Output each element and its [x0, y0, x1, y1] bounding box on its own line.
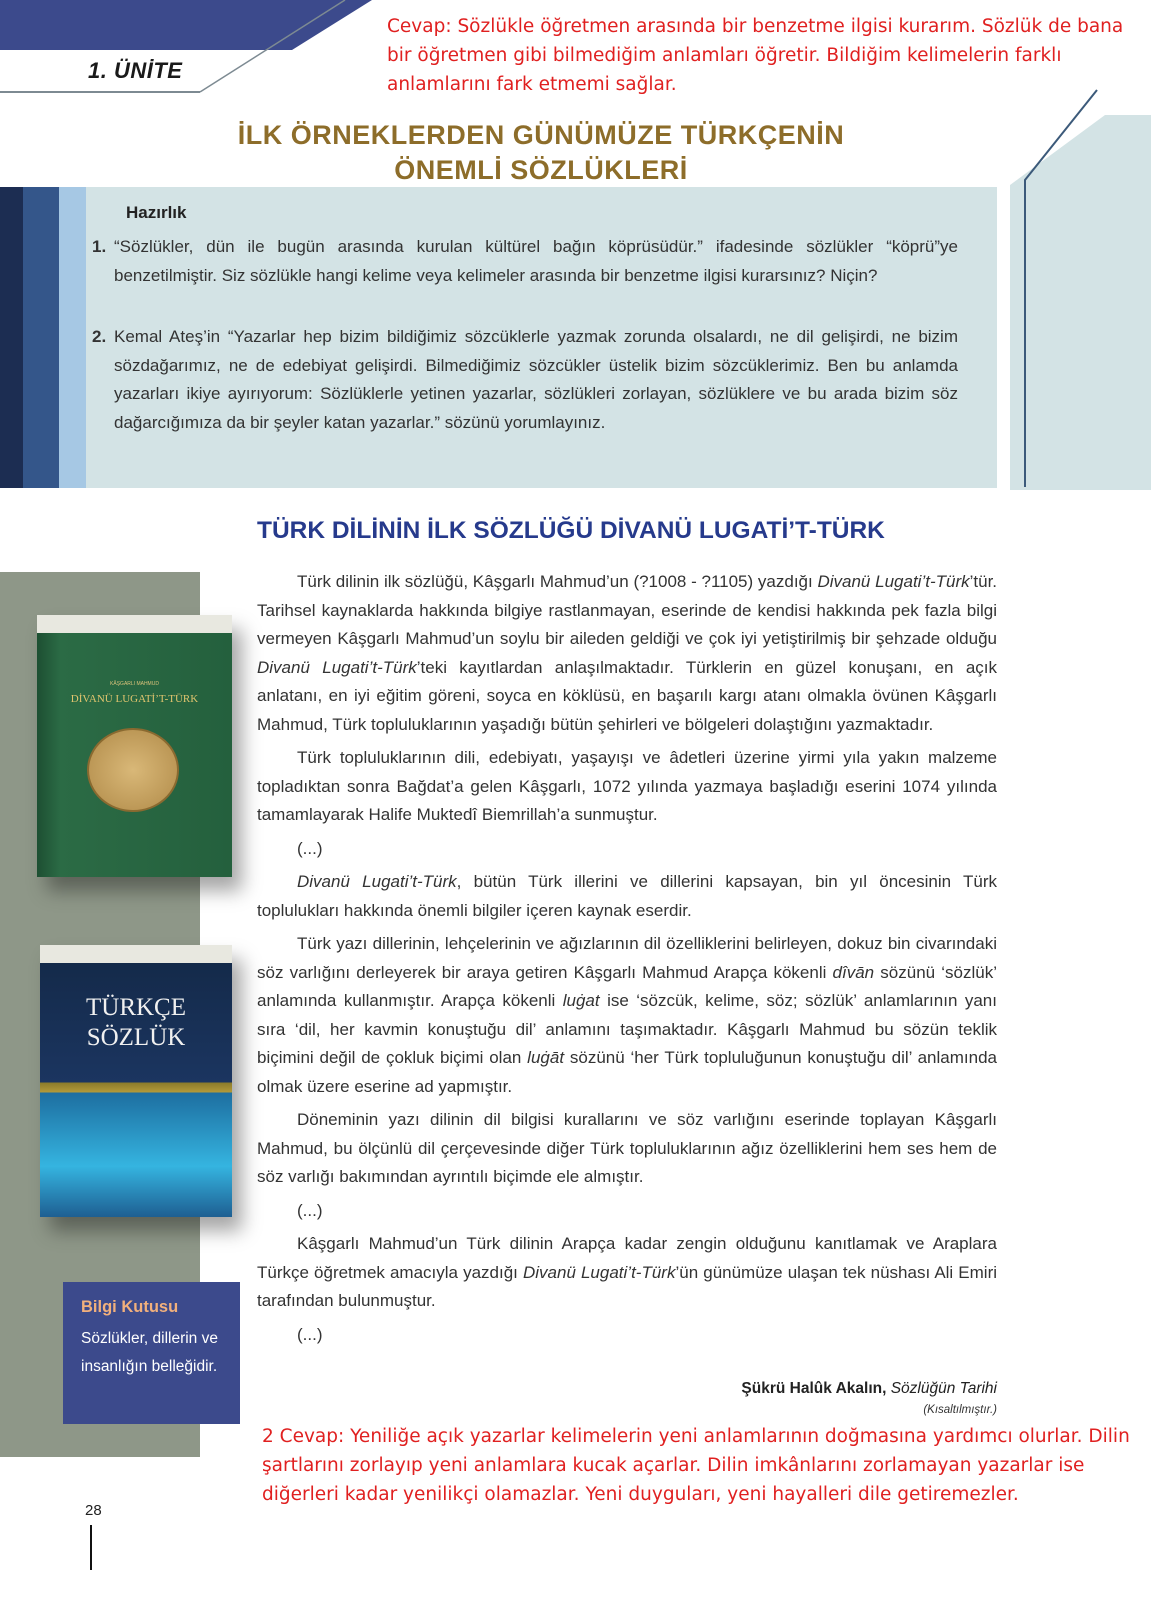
paragraph-text: Türk yazı dillerinin, lehçelerinin ve ağızlarının dil özelliklerini belirleyen, dokuz bin civarındaki söz varlığını derleyerek bir araya getiren Kâşgarlı Mahmud Arapça kökenli: [257, 934, 997, 982]
source-work: Sözlüğün Tarihi: [890, 1380, 997, 1397]
answer-2: 2 Cevap: Yeniliğe açık yazarlar kelimelerin yeni anlamlarının doğmasına yardımcı olurlar. Dilin şartlarını zorlayıp yeni anlamlara kucak açarlar. Dilin imkânlarını zorlamayan yazarlar ise diğerleri kadar yenilikçi olamazlar. Yeni duyguları, yeni hayalleri dile getiremezler.: [262, 1426, 1130, 1505]
page-title: [150, 118, 932, 188]
paragraph-text: ’ün günümüze ulaşan tek nüshası Ali Emiri tarafından bulunmuştur.: [257, 1262, 998, 1310]
paragraph-text: Türk dilinin ilk sözlüğü, Kâşgarlı Mahmud’un (?1008 - ?1105) yazdığı: [297, 572, 818, 591]
info-box: [63, 1282, 240, 1424]
book-author: KÂŞGARLI MAHMUD: [110, 681, 159, 687]
italic-title: Divanü Lugati’t-Türk: [817, 572, 970, 591]
question-2: [92, 323, 958, 437]
body-paragraph: [257, 1197, 997, 1226]
body-paragraph: [257, 1321, 997, 1350]
stripe-medium: [23, 187, 59, 488]
paragraph-text: ’tür. Tarihsel kaynaklarda hakkında bilgiye rastlanmayan, eserinde de kendisi hakkında pek fazla bilgi vermeyen Kâşgarlı Mahmud’un soylu bir aileden geldiği ve çok iyi yetiştirilmiş bir şehzade olduğu: [257, 572, 998, 648]
section-title: TÜRK DİLİNİN İLK SÖZLÜĞÜ DİVANÜ LUGATİ’T-TÜRK: [257, 517, 885, 544]
paragraph-text: Kâşgarlı Mahmud’un Türk dilinin Arapça kadar zengin olduğunu kanıtlamak ve Araplara Türkçe öğretmek amacıyla yazdığı: [257, 1234, 997, 1282]
italic-title: Divanü Lugati’t-Türk: [522, 1262, 676, 1282]
body-paragraph: [257, 744, 997, 830]
question-text: Kemal Ateş’in “Yazarlar hep bizim bildiğimiz sözcüklerle yazmak zorunda olsalardı, ne dil gelişirdi, ne bizim sözdağarımız, ne de edebiyat gelişirdi. Bilmediğimiz sözcükler üstelik bizim sözcüklerimiz. Ben bu anlamda yazarları ikiye ayırıyorum: Sözlüklerle yetinen yazarlar, sözlükleri zorlayan, sözlüklere ve bu arada bizim söz dağarcığımıza da bir şeyler katan yazarlar.” sözünü yorumlayınız.: [114, 327, 958, 432]
source-author: Şükrü Halûk Akalın,: [741, 1380, 887, 1397]
stripe-dark: [0, 187, 23, 488]
article-body: [257, 568, 997, 1354]
paragraph-text: ’teki kayıtlardan anlaşılmaktadır. Türklerin en güzel konuşanı, en açık anlatanı, en iyi eğitim göreni, soyca en köklüsü, en başarılı kargı atanı olmakla övünen Kâşgarlı Mahmud, Türk topluluklarının yaşadığı bütün şehirleri ve bölgeleri dolaştığını yazmaktadır.: [257, 657, 998, 734]
divanu-lugatit-turk-book-image: [37, 615, 232, 877]
info-box-title: Bilgi Kutusu: [81, 1298, 179, 1316]
paragraph-text: (...): [297, 1324, 323, 1344]
body-paragraph: [257, 1106, 997, 1192]
decorative-corner: [1005, 85, 1151, 490]
body-paragraph: [257, 568, 997, 739]
answer-1: Cevap: Sözlükle öğretmen arasında bir benzetme ilgisi kurarım. Sözlük de bana bir öğretmen gibi bilmediğim anlamları öğretir. Bildiğim kelimelerin farklı anlamlarını fark etmemi sağlar.: [387, 16, 1124, 95]
paragraph-text: (...): [297, 1200, 323, 1220]
paragraph-text: Türk topluluklarının dili, edebiyatı, yaşayışı ve âdetleri üzerine yirmi yıla yakın malzeme topladıktan sonra Bağdat’a gelen Kâşgarlı, 1072 yılında yazmaya başladığı eserini 1074 yılında tamamlayarak Halife Muktedî Biemrillah’a sunmuştur.: [257, 748, 997, 824]
paragraph-text: (...): [297, 838, 323, 858]
paragraph-text: ise ‘sözcük, kelime, söz; sözlük’ anlamlarının yanı sıra ‘dil, her kavmin konuştuğu dil’ anlamını taşımaktadır. Kâşgarlı Mahmud bu sözün teklik biçimini değil de çokluk biçimi olan: [257, 991, 997, 1067]
body-paragraph: [257, 835, 997, 864]
question-number: 2.: [92, 327, 107, 346]
preparation-heading: Hazırlık: [126, 203, 187, 222]
book-title-line-2: SÖZLÜK: [86, 1024, 186, 1051]
info-box-text: Sözlükler, dillerin ve insanlığın belleğidir.: [81, 1330, 218, 1375]
page-rule: [90, 1525, 92, 1570]
paragraph-text: Döneminin yazı dilinin dil bilgisi kurallarını ve söz varlığını eserinde toplayan Kâşgarlı Mahmud, bu ölçünlü dil çerçevesinde diğer Türk topluluklarının ağız özelliklerini hem ses hem de söz varlığı bakımından ayrıntılı biçimde ele almıştır.: [257, 1110, 997, 1186]
title-line-2: ÖNEMLİ SÖZLÜKLERİ: [394, 155, 688, 185]
book-title-line-1: TÜRKÇE: [86, 994, 186, 1021]
abridged-note: (Kısaltılmıştır.): [923, 1404, 997, 1416]
italic-title: dîvān: [832, 962, 875, 982]
book-title: DİVANÜ LUGATİ’T-TÜRK: [70, 693, 199, 705]
italic-title: Divanü Lugati’t-Türk: [297, 872, 457, 891]
stripe-light: [59, 187, 86, 488]
question-1: [92, 233, 958, 290]
paragraph-text: sözünü ‘sözlük’ anlamında kullanmıştır. Arapça kökenli: [257, 962, 997, 1010]
unit-label: 1. ÜNİTE: [88, 58, 183, 83]
question-number: 1.: [92, 237, 107, 256]
source-citation: [500, 1380, 997, 1398]
italic-title: luġāt: [527, 1048, 565, 1067]
map-medallion: [87, 728, 179, 812]
page-number: 28: [85, 1502, 102, 1519]
paragraph-text: , bütün Türk illerini ve dillerini kapsayan, bin yıl öncesinin Türk toplulukları hakkında önemli bilgiler içeren kaynak eserdir.: [257, 872, 997, 920]
book-title: [40, 993, 232, 1053]
paragraph-text: sözünü ‘her Türk topluluğunun konuştuğu dil’ anlamında olmak üzere eserine ad yapmıştır.: [257, 1048, 997, 1096]
title-line-1: İLK ÖRNEKLERDEN GÜNÜMÜZE TÜRKÇENİN: [237, 120, 845, 150]
body-paragraph: [257, 1230, 997, 1316]
body-paragraph: [257, 868, 997, 925]
turkce-sozluk-book-image: [40, 945, 232, 1217]
italic-title: luġat: [562, 991, 600, 1010]
italic-title: Divanü Lugati’t-Türk: [257, 657, 417, 677]
body-paragraph: [257, 930, 997, 1101]
question-text: “Sözlükler, dün ile bugün arasında kurulan kültürel bağın köprüsüdür.” ifadesinde sözlükler “köprü”ye benzetilmiştir. Siz sözlükle hangi kelime veya kelimeler arasında bir benzetme ilgisi kurarsınız? Niçin?: [114, 237, 958, 285]
